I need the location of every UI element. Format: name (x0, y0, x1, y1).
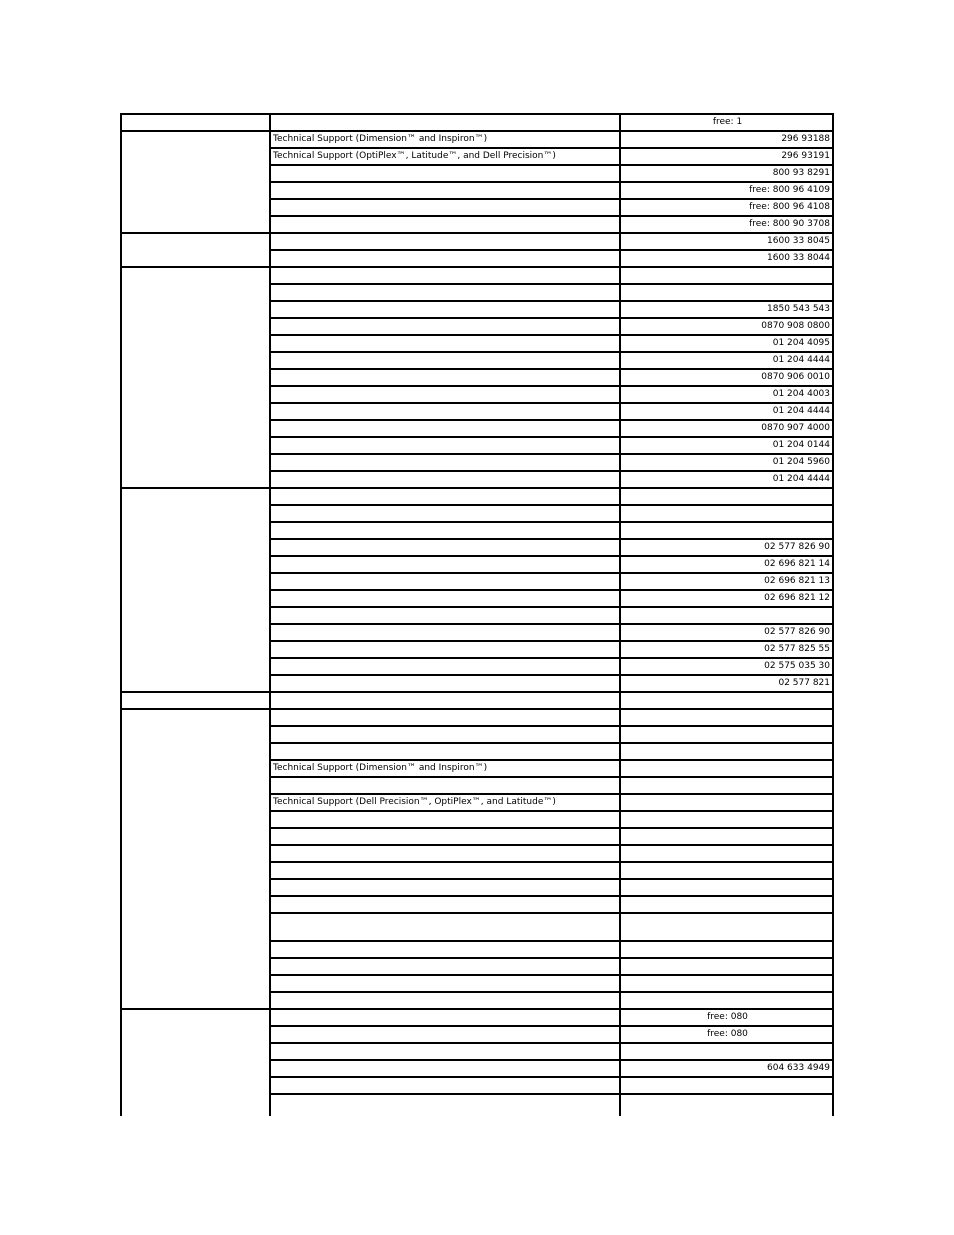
phone-number: 1850 543 543 (767, 304, 830, 314)
phone-number: 02 696 821 14 (764, 559, 830, 569)
phone-number: 296 93191 (781, 151, 830, 161)
table-row (120, 130, 834, 147)
table-row (120, 334, 834, 351)
table-row (120, 691, 834, 708)
phone-number: 02 577 825 55 (764, 644, 830, 654)
phone-number: 01 204 4444 (772, 406, 830, 416)
table-row (120, 606, 834, 623)
phone-number: free: 800 96 4108 (749, 202, 830, 212)
table-row (120, 504, 834, 521)
table-row (120, 861, 834, 878)
phone-number: 1600 33 8044 (767, 253, 830, 263)
phone-number: 02 575 035 30 (764, 661, 830, 671)
table-row (120, 878, 834, 895)
service-description: Technical Support (Dell Precision™, OptiPlex™, and Latitude™) (273, 797, 556, 807)
table-right-border (832, 113, 834, 1116)
table-row (120, 759, 834, 776)
phone-number: free: 800 96 4109 (749, 185, 830, 195)
table-row (120, 589, 834, 606)
table-row (120, 164, 834, 181)
table-row (120, 640, 834, 657)
table-row (120, 419, 834, 436)
column-divider-2 (619, 113, 621, 1116)
table-row (120, 793, 834, 810)
phone-number: 604 633 4949 (767, 1063, 830, 1073)
table-row (120, 317, 834, 334)
table-row (120, 249, 834, 266)
phone-number: 01 204 4095 (772, 338, 830, 348)
table-row (120, 368, 834, 385)
table-row (120, 521, 834, 538)
table-row (120, 708, 834, 725)
table-row (120, 1008, 834, 1025)
table-row (120, 895, 834, 912)
service-description: Technical Support (Dimension™ and Inspiron™) (273, 134, 488, 144)
table-row (120, 940, 834, 957)
table-row (120, 181, 834, 198)
phone-number: 02 577 821 (778, 678, 830, 688)
table-row (120, 1025, 834, 1042)
table-row (120, 113, 834, 130)
table-row (120, 1059, 834, 1076)
phone-number: 02 577 826 90 (764, 627, 830, 637)
phone-number: 800 93 8291 (772, 168, 830, 178)
table-row (120, 974, 834, 991)
table-row (120, 402, 834, 419)
table-row (120, 300, 834, 317)
contact-table (120, 113, 834, 1119)
phone-number: free: 080 (707, 1012, 748, 1022)
column-divider-1 (269, 113, 271, 1116)
table-row (120, 436, 834, 453)
phone-number: 01 204 5960 (772, 457, 830, 467)
table-row (120, 351, 834, 368)
table-row (120, 147, 834, 164)
service-description: Technical Support (Dimension™ and Inspiron™) (273, 763, 488, 773)
table-row (120, 725, 834, 742)
phone-number: 0870 907 4000 (761, 423, 830, 433)
phone-number: 0870 908 0800 (761, 321, 830, 331)
table-row (120, 385, 834, 402)
table-row (120, 555, 834, 572)
phone-number: 02 577 826 90 (764, 542, 830, 552)
table-row (120, 453, 834, 470)
table-row (120, 198, 834, 215)
phone-number: 01 204 4444 (772, 474, 830, 484)
table-row (120, 232, 834, 249)
table-row (120, 215, 834, 232)
table-row (120, 1093, 834, 1110)
phone-number: 01 204 4444 (772, 355, 830, 365)
table-row (120, 957, 834, 974)
phone-number: 296 93188 (781, 134, 830, 144)
table-row (120, 623, 834, 640)
table-row (120, 742, 834, 759)
phone-number: 01 204 0144 (772, 440, 830, 450)
table-row (120, 674, 834, 691)
table-row (120, 810, 834, 827)
table-row (120, 1076, 834, 1093)
table-row (120, 776, 834, 793)
phone-number: free: 080 (707, 1029, 748, 1039)
table-row (120, 572, 834, 589)
service-description: Technical Support (OptiPlex™, Latitude™, and Dell Precision™) (273, 151, 556, 161)
phone-number: free: 1 (712, 117, 743, 127)
phone-number: 02 696 821 13 (764, 576, 830, 586)
table-row (120, 470, 834, 487)
table-left-border (120, 113, 122, 1116)
phone-number: free: 800 90 3708 (749, 219, 830, 229)
phone-number: 1600 33 8045 (767, 236, 830, 246)
table-row (120, 991, 834, 1008)
phone-number: 02 696 821 12 (764, 593, 830, 603)
phone-number: 01 204 4003 (772, 389, 830, 399)
table-row (120, 487, 834, 504)
table-row (120, 912, 834, 940)
phone-number: 0870 906 0010 (761, 372, 830, 382)
table-row (120, 827, 834, 844)
table-row (120, 1042, 834, 1059)
table-row (120, 283, 834, 300)
table-row (120, 657, 834, 674)
table-row (120, 538, 834, 555)
table-row (120, 844, 834, 861)
table-row (120, 266, 834, 283)
